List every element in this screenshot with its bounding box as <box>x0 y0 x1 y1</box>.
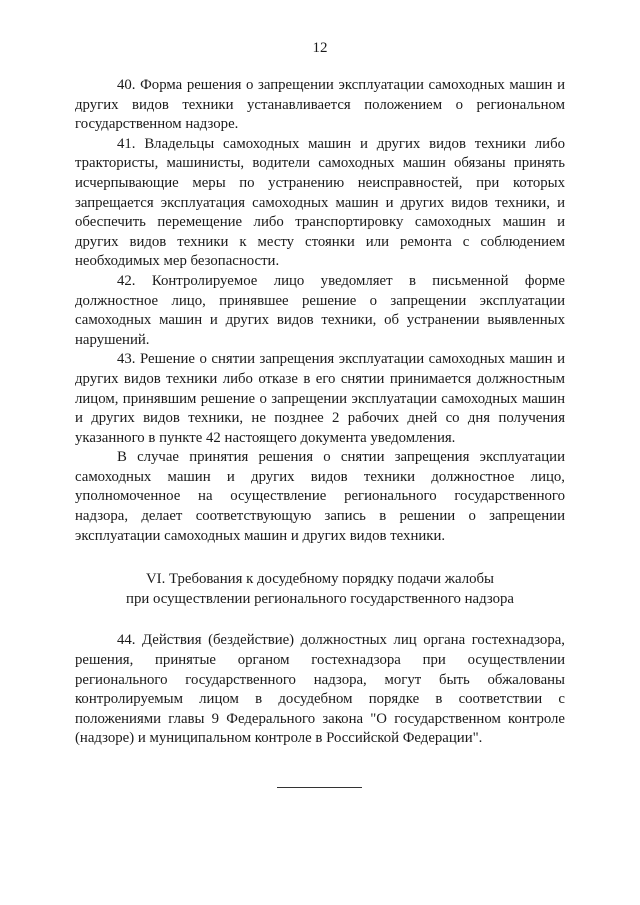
end-divider-line <box>277 787 362 788</box>
page-number: 12 <box>312 40 328 56</box>
paragraph-42: 42. Контролируемое лицо уведомляет в письменной форме должностное лицо, принявшее решение о запрещении эксплуатации самоходных машин и других видов техники, об устранении выявленных нарушений. <box>75 272 565 348</box>
section-heading <box>75 570 565 609</box>
paragraph-43: 43. Решение о снятии запрещения эксплуатации самоходных машин и других видов техники либо отказе в его снятии принимается должностным лицом, принявшим решение о запрещении эксплуатации самоходных машин и других видов техники, не позднее 2 рабочих дней со дня получения указанного в пункте 42 настоящего документа уведомления. <box>75 351 565 446</box>
paragraph-43-continuation: В случае принятия решения о снятии запрещения эксплуатации самоходных машин и других видов техники должностное лицо, уполномоченное на осуществление регионального государственного надзора, делает соответствующую запись в решении о запрещении эксплуатации самоходных машин и других видов техники. <box>75 449 565 544</box>
paragraph-41: 41. Владельцы самоходных машин и других видов техники либо трактористы, машинисты, водители самоходных машин обязаны принять исчерпывающие меры по устранению неисправностей, при которых запрещается эксплуатация самоходных машин и других видов техники, и обеспечить перемещение либо транспортировку самоходных машин и других видов техники к месту стоянки или ремонта с соблюдением необходимых мер безопасности. <box>75 135 565 270</box>
paragraph-40: 40. Форма решения о запрещении эксплуатации самоходных машин и других видов техники устанавливается положением о региональном государственном надзоре. <box>75 77 565 133</box>
section-heading-line-1: VI. Требования к досудебному порядку подачи жалобы <box>146 571 494 588</box>
document-body <box>75 76 565 749</box>
paragraph-44: 44. Действия (бездействие) должностных лиц органа гостехнадзора, решения, принятые органом гостехнадзора при осуществлении регионального государственного надзора, могут быть обжалованы контролируемым лицом в досудебном порядке в соответствии с положениями главы 9 Федерального закона "О государственном контроле (надзоре) и муниципальном контроле в Российской Федерации". <box>75 632 565 747</box>
section-heading-line-2: при осуществлении регионального государственного надзора <box>126 590 514 607</box>
